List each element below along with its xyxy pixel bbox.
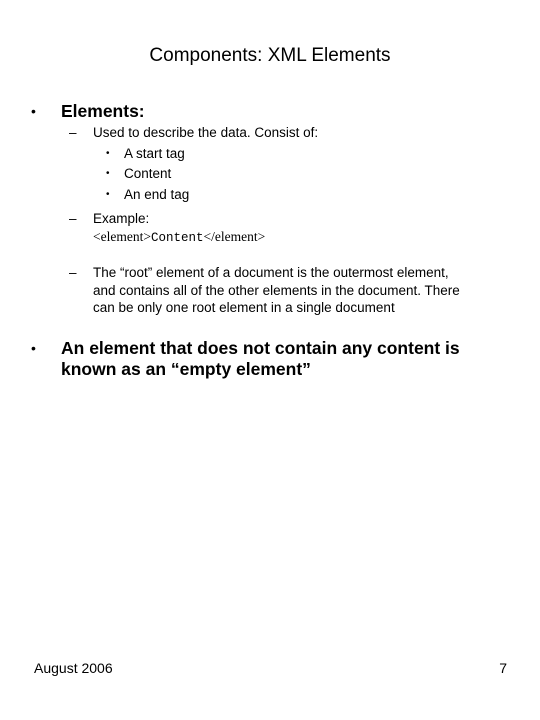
page-number: 7	[499, 660, 507, 676]
sub-bullet-text: Used to describe the data. Consist of:	[93, 125, 319, 140]
dot-marker: •	[106, 189, 110, 200]
paragraph-line: known as an “empty element”	[61, 359, 311, 379]
list-item-text: A start tag	[124, 146, 185, 161]
sub-bullet-paragraph	[93, 264, 460, 317]
paragraph-line: and contains all of the other elements in the document. There	[93, 282, 460, 298]
code-close-tag: </element>	[203, 229, 266, 244]
list-item-text: An end tag	[124, 187, 190, 202]
bullet-marker: •	[31, 103, 36, 119]
list-item-text: Content	[124, 166, 172, 181]
sub-bullet-text: Example:	[93, 211, 150, 226]
dot-marker: •	[106, 148, 110, 159]
paragraph-line: An element that does not contain any content is	[61, 338, 460, 358]
slide-title: Components: XML Elements	[149, 45, 391, 66]
code-content: Content	[150, 231, 204, 245]
bullet-paragraph	[61, 338, 501, 380]
bullet-marker: •	[31, 340, 36, 356]
bullet-text: Elements:	[61, 101, 145, 121]
dash-marker: –	[69, 211, 77, 226]
dash-marker: –	[69, 265, 77, 280]
code-open-tag: <element>	[93, 229, 151, 244]
paragraph-line: The “root” element of a document is the outermost element,	[93, 265, 449, 280]
dash-marker: –	[69, 125, 77, 140]
dot-marker: •	[106, 168, 110, 179]
footer-date: August 2006	[34, 660, 113, 676]
paragraph-line: can be only one root element in a single document	[93, 300, 395, 315]
code-example	[93, 228, 265, 247]
